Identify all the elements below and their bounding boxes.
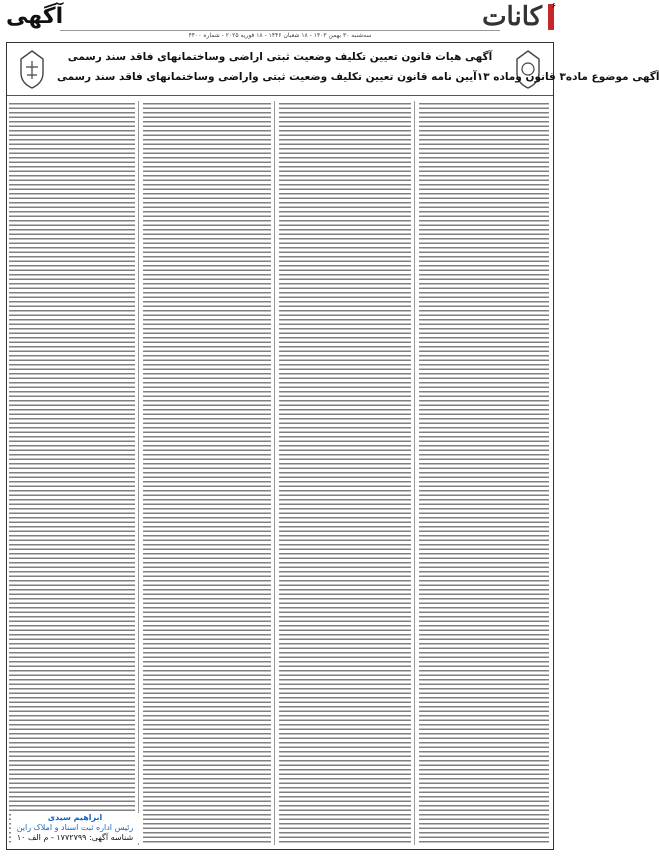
column-divider (414, 101, 415, 845)
notice-code: شناسه آگهی: ۱۷۷۲۷۹۹ - م الف ۱۰ (11, 833, 139, 843)
notice-header (7, 43, 659, 96)
section-title: آگهی (6, 4, 64, 29)
text-column-2 (279, 101, 411, 845)
notice-subtitle: آگهی موضوع ماده۳ قانون وماده ۱۳آیین نامه قانون تعیین تکلیف وضعیت ثبتی واراضی وساختمانهای فاقد سند رسمی (57, 71, 659, 83)
signer-role: رئیس اداره ثبت اسناد و املاک راین (11, 823, 139, 833)
text-column-1 (419, 101, 549, 845)
newspaper-name: کانات (482, 2, 542, 32)
judiciary-emblem-icon (13, 47, 51, 91)
column-divider (138, 101, 139, 845)
notice-box (6, 42, 659, 850)
signer-name: ابراهیم سیدی (11, 813, 139, 823)
masthead (0, 0, 560, 40)
newspaper-logo (482, 2, 554, 32)
issue-line: سه‌شنبه ۳۰ بهمن ۱۴۰۳ - ۱۸ شعبان ۱۴۴۶ - ۱۸ فوریه ۲۰۲۵ - شماره ۴۴۰۰ (60, 30, 500, 39)
text-column-4 (9, 101, 135, 845)
page-number: ۶ (551, 1, 556, 10)
signature-block (11, 813, 139, 843)
notice-title: آگهی هیات قانون تعیین تکلیف وضعیت ثبتی اراضی وساختمانهای فاقد سند رسمی (67, 51, 493, 63)
column-divider (274, 101, 275, 845)
registry-emblem-icon (509, 47, 547, 91)
text-column-3 (143, 101, 271, 845)
